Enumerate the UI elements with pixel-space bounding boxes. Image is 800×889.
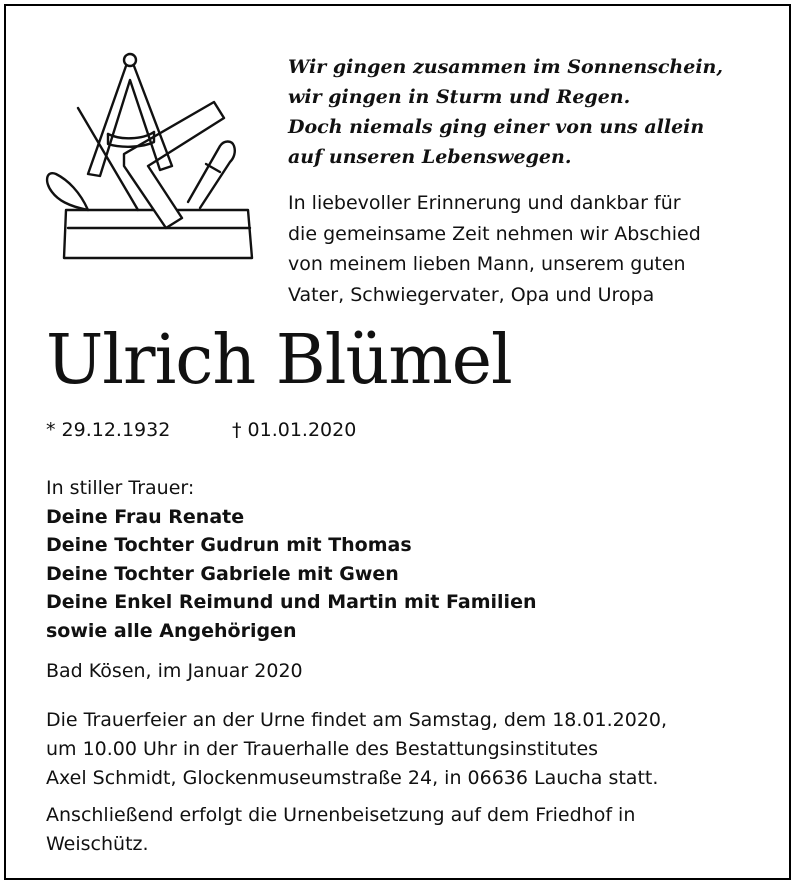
- intro-line: Vater, Schwiegervater, Opa und Uropa: [288, 283, 655, 306]
- deceased-name: Ulrich Blümel: [46, 321, 512, 400]
- poem-line: Wir gingen zusammen im Sonnenschein,: [288, 56, 723, 78]
- mourner: Deine Tochter Gabriele mit Gwen: [46, 562, 399, 585]
- ceremony-line: Die Trauerfeier an der Urne findet am Samstag, dem 18.01.2020,: [46, 709, 668, 731]
- mourner: Deine Tochter Gudrun mit Thomas: [46, 534, 412, 557]
- ceremony-info: [46, 706, 667, 793]
- mourners: [46, 474, 536, 646]
- burial-line: Anschließend erfolgt die Urnenbeisetzung auf dem Friedhof in: [46, 804, 636, 826]
- poem: [288, 52, 778, 172]
- mourner: Deine Enkel Reimund und Martin mit Familien: [46, 591, 537, 614]
- poem-line: wir gingen in Sturm und Regen.: [288, 86, 631, 108]
- burial-info: [46, 801, 635, 859]
- intro-line: von meinem lieben Mann, unserem guten: [288, 253, 686, 275]
- mourner: sowie alle Angehörigen: [46, 619, 297, 642]
- birth-date: * 29.12.1932: [46, 419, 171, 441]
- life-dates: [46, 416, 356, 444]
- intro-text: [288, 188, 788, 310]
- poem-line: Doch niemals ging einer von uns allein: [288, 116, 705, 138]
- place-date: Bad Kösen, im Januar 2020: [46, 660, 303, 682]
- ceremony-line: Axel Schmidt, Glockenmuseumstraße 24, in 06636 Laucha statt.: [46, 767, 659, 789]
- intro-line: In liebevoller Erinnerung und dankbar für: [288, 192, 681, 214]
- mourners-heading: In stiller Trauer:: [46, 477, 195, 499]
- ceremony-line: um 10.00 Uhr in der Trauerhalle des Bestattungsinstitutes: [46, 738, 599, 760]
- mourner: Deine Frau Renate: [46, 505, 245, 528]
- intro-line: die gemeinsame Zeit nehmen wir Abschied: [288, 222, 701, 245]
- poem-line: auf unseren Lebenswegen.: [288, 146, 572, 168]
- burial-line: Weischütz.: [46, 833, 149, 855]
- carpenter-tools-icon: [38, 42, 258, 264]
- obituary-frame: [4, 4, 791, 880]
- death-date: † 01.01.2020: [232, 419, 357, 441]
